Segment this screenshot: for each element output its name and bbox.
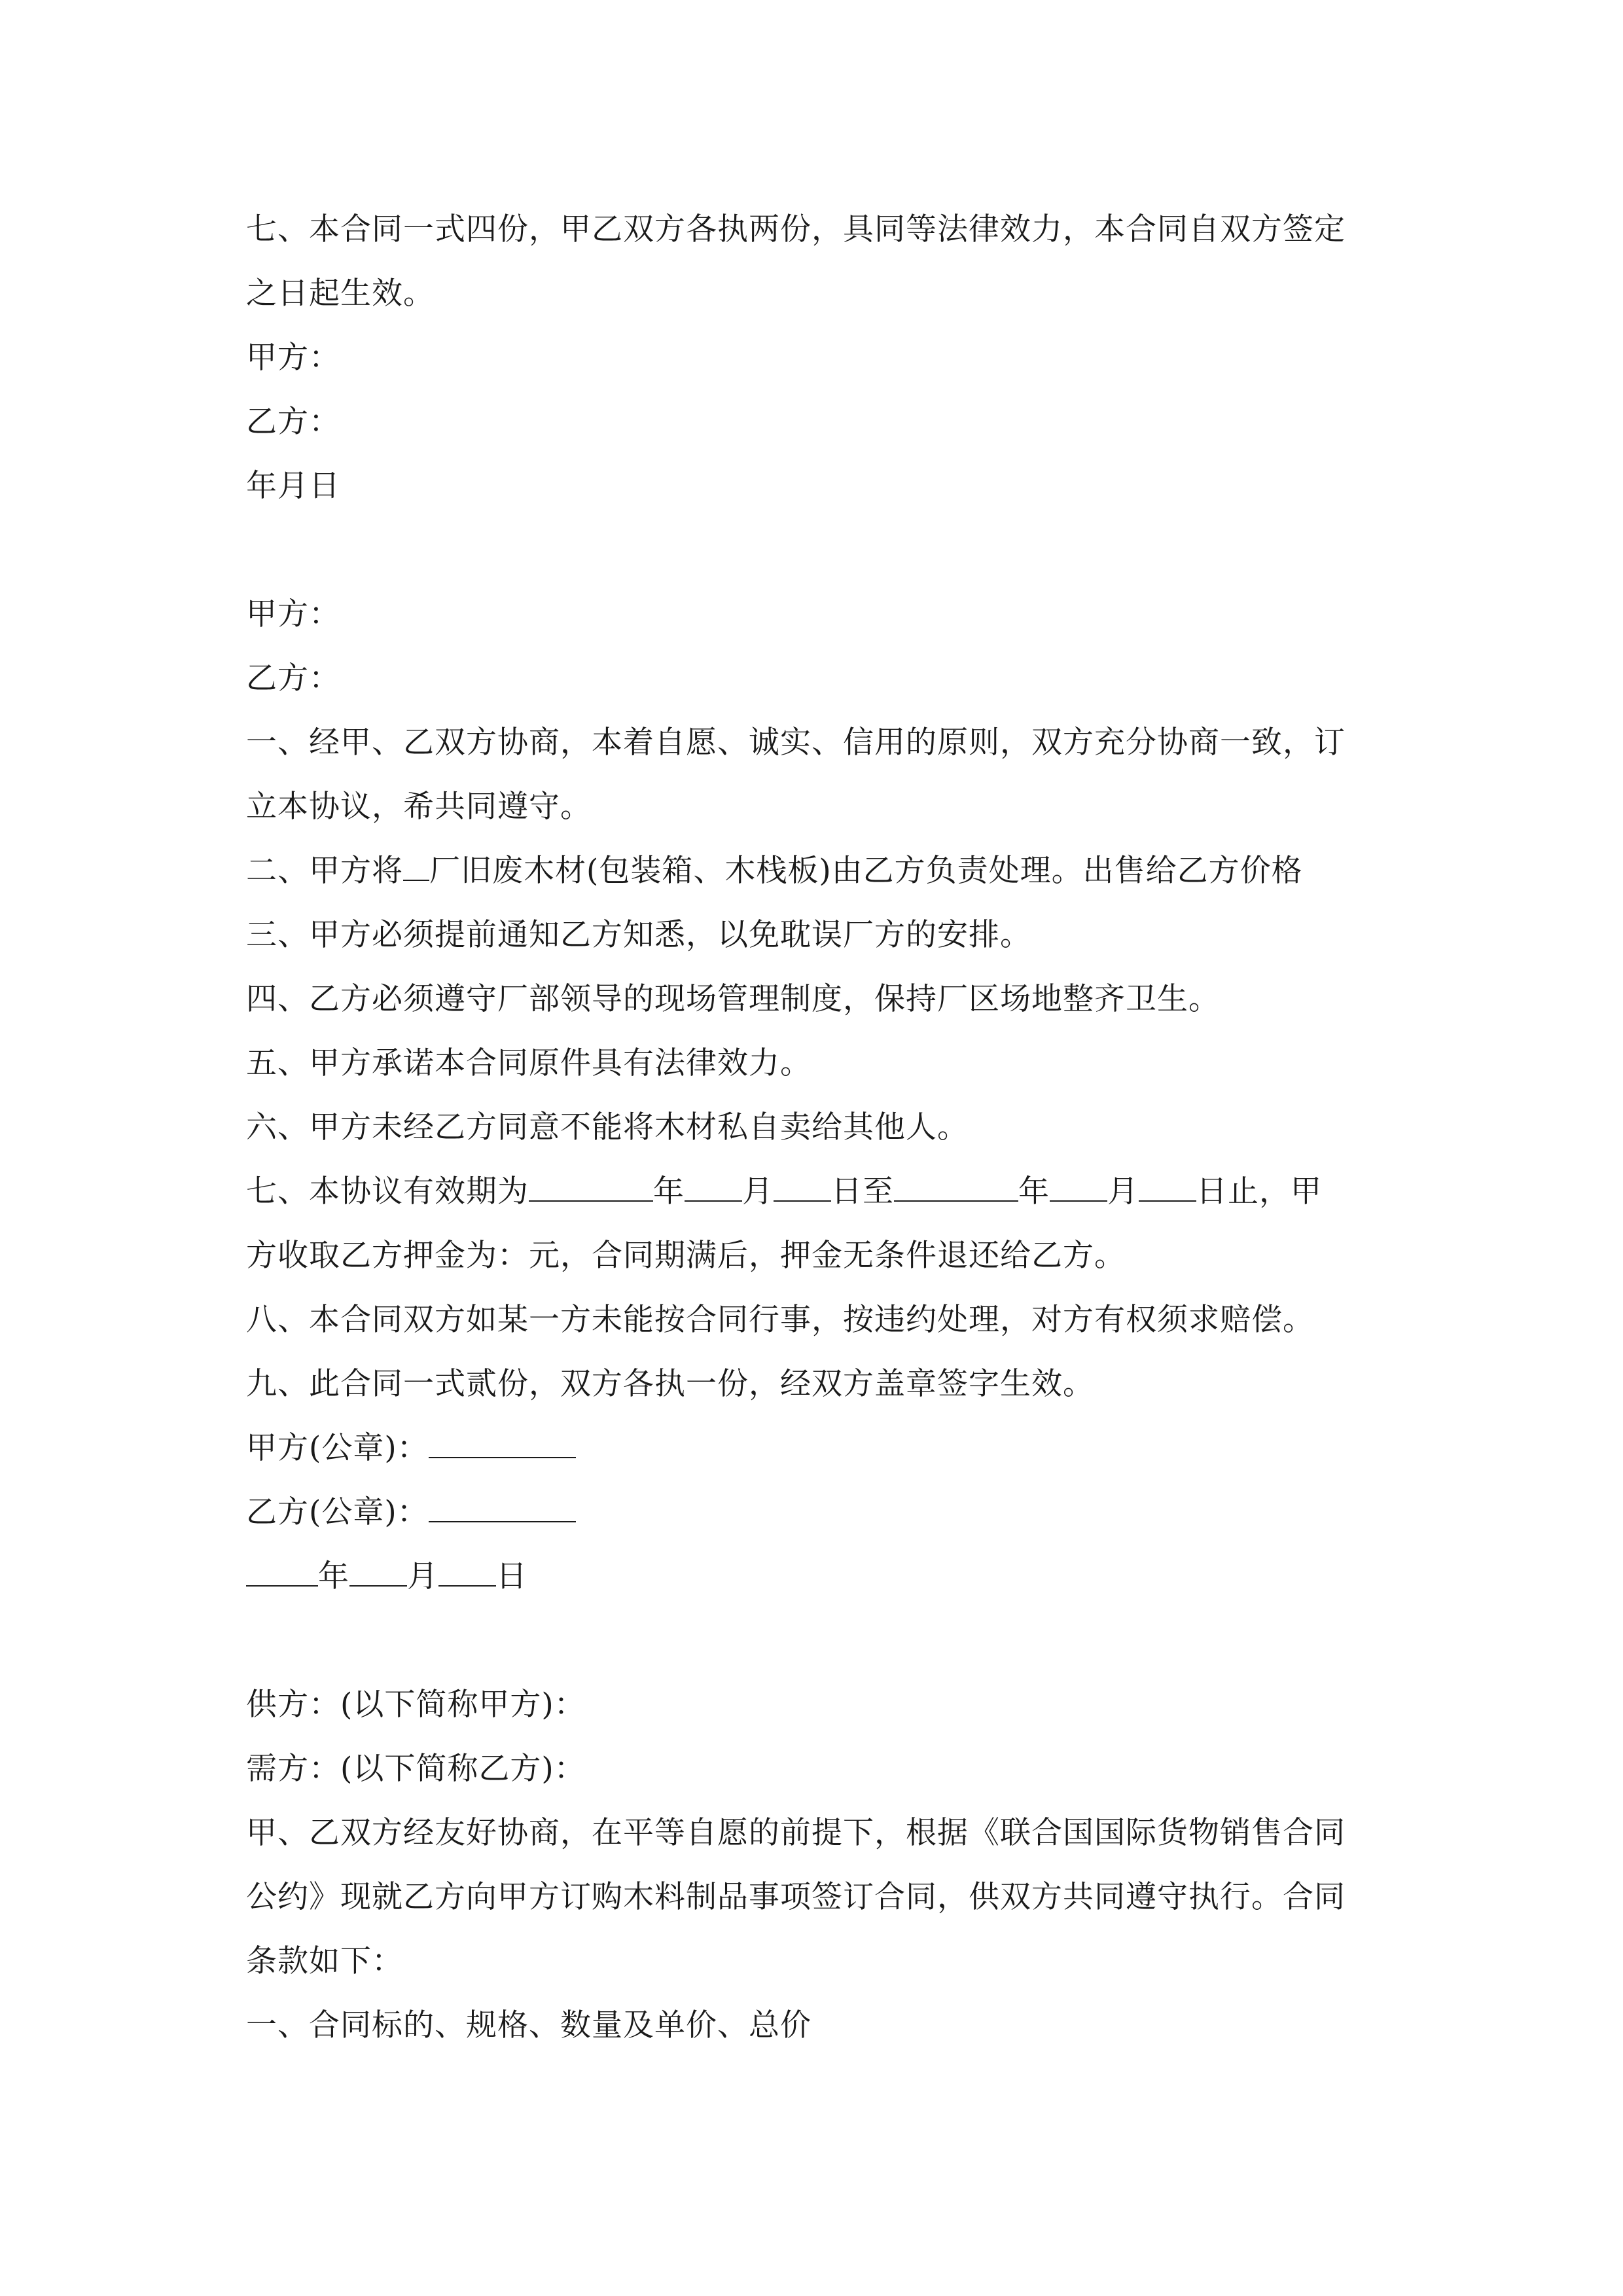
clause-9: 九、此合同一式贰份，双方各执一份，经双方盖章签字生效。 bbox=[246, 1366, 1094, 1402]
intro-line-1: 甲、乙双方经友好协商，在平等自愿的前提下，根据《联合国国际货物销售合同 bbox=[246, 1815, 1346, 1851]
end-year-blank[interactable] bbox=[894, 1171, 1018, 1202]
sign-month-blank[interactable] bbox=[349, 1556, 407, 1587]
seal-b-row bbox=[246, 1480, 1378, 1545]
year-label: 年 bbox=[318, 1558, 349, 1594]
supplier-label: 供方：(以下简称甲方)： bbox=[246, 1687, 586, 1723]
end-day-blank[interactable] bbox=[1139, 1171, 1196, 1202]
clause-6: 六、甲方未经乙方同意不能将木材私自卖给其他人。 bbox=[246, 1109, 969, 1145]
clause-2-after: 厂旧废木材(包装箱、木栈板)由乙方负责处理。出售给乙方价格 bbox=[429, 853, 1303, 889]
start-month-blank[interactable] bbox=[685, 1171, 742, 1202]
clause-4: 四、乙方必须遵守厂部领导的现场管理制度，保持厂区场地整齐卫生。 bbox=[246, 981, 1220, 1017]
party-b-label: 乙方： bbox=[246, 404, 340, 440]
clause-7-prefix: 七、本协议有效期为 bbox=[246, 1174, 529, 1210]
clause-3: 三、甲方必须提前通知乙方知悉，以免耽误厂方的安排。 bbox=[246, 917, 1031, 953]
party-a-label: 甲方： bbox=[246, 340, 340, 376]
intro-line-2: 公约》现就乙方向甲方订购木料制品事项签订合同，供双方共同遵守执行。合同 bbox=[246, 1879, 1346, 1915]
factory-name-blank[interactable] bbox=[403, 850, 429, 881]
sign-date-row bbox=[246, 1545, 1378, 1609]
sign-year-blank[interactable] bbox=[246, 1556, 318, 1587]
clause-5: 五、甲方承诺本合同原件具有法律效力。 bbox=[246, 1045, 812, 1081]
end-month-blank[interactable] bbox=[1050, 1171, 1107, 1202]
day-label: 日 bbox=[496, 1558, 527, 1594]
seal-b-blank[interactable] bbox=[429, 1492, 576, 1522]
buyer-label: 需方：(以下简称乙方)： bbox=[246, 1751, 586, 1787]
month-label: 月 bbox=[1107, 1174, 1139, 1210]
party-a-label: 甲方： bbox=[246, 596, 340, 632]
month-label: 月 bbox=[742, 1174, 774, 1210]
year-label: 年 bbox=[1018, 1174, 1050, 1210]
seal-a-row bbox=[246, 1416, 1378, 1480]
intro-line-3: 条款如下： bbox=[246, 1943, 403, 1979]
day-to-label: 日至 bbox=[831, 1174, 894, 1210]
clause-7-line-2: 之日起生效。 bbox=[246, 276, 435, 312]
clause-2-before: 二、甲方将 bbox=[246, 853, 403, 889]
clause-7-line-2: 方收取乙方押金为：元，合同期满后，押金无条件退还给乙方。 bbox=[246, 1238, 1126, 1274]
clause-8: 八、本合同双方如某一方未能按合同行事，按违约处理，对方有权须求赔偿。 bbox=[246, 1302, 1314, 1338]
sign-day-blank[interactable] bbox=[438, 1556, 496, 1587]
year-label: 年 bbox=[653, 1174, 685, 1210]
month-label: 月 bbox=[407, 1558, 438, 1594]
clause-7-line-1: 七、本合同一式四份，甲乙双方各执两份，具同等法律效力，本合同自双方签定 bbox=[246, 211, 1346, 247]
start-day-blank[interactable] bbox=[774, 1171, 831, 1202]
start-year-blank[interactable] bbox=[529, 1171, 653, 1202]
document-page bbox=[246, 198, 1378, 2058]
clause-1-line-1: 一、经甲、乙双方协商，本着自愿、诚实、信用的原则，双方充分协商一致，订 bbox=[246, 725, 1346, 761]
day-end-label: 日止，甲 bbox=[1196, 1174, 1322, 1210]
clause-7-line-1 bbox=[246, 1160, 1378, 1224]
section-spacer bbox=[246, 1609, 1378, 1673]
seal-b-label: 乙方(公章)： bbox=[246, 1494, 429, 1530]
seal-a-label: 甲方(公章)： bbox=[246, 1430, 429, 1466]
section-spacer bbox=[246, 518, 1378, 583]
seal-a-blank[interactable] bbox=[429, 1427, 576, 1458]
party-b-label: 乙方： bbox=[246, 660, 340, 696]
date-label: 年月日 bbox=[246, 468, 340, 504]
clause-1-heading: 一、合同标的、规格、数量及单价、总价 bbox=[246, 2007, 812, 2043]
clause-1-line-2: 立本协议，希共同遵守。 bbox=[246, 789, 592, 825]
clause-2 bbox=[246, 839, 1378, 903]
